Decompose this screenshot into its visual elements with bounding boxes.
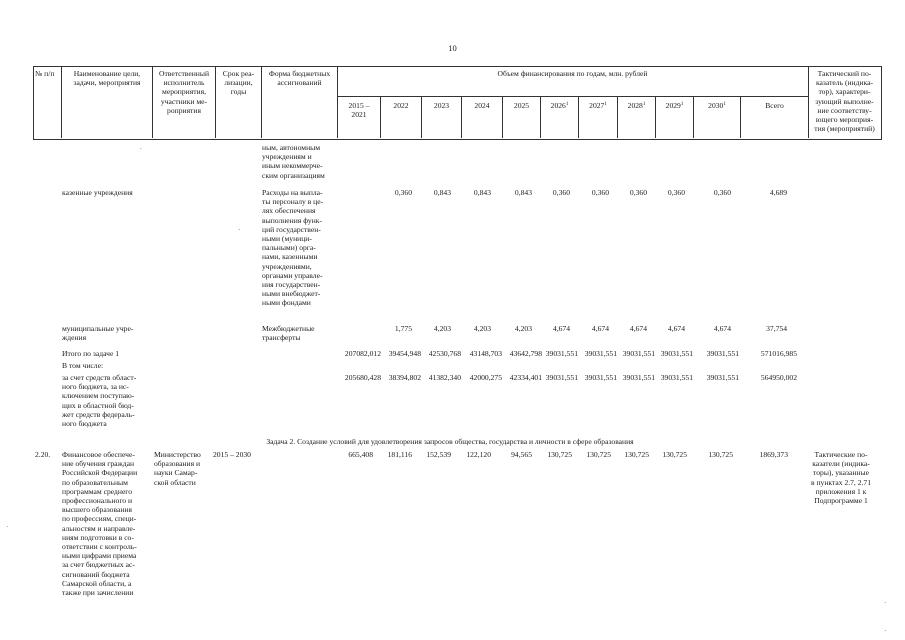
row-220-value: 130,725 [624, 450, 649, 459]
row-kazen-value: 0,843 [473, 188, 491, 197]
row-220-num: 2.20. [35, 450, 51, 459]
row-oblast-name: за счет средств област- ного бюджета, за ис- ключением поступаю- щих в областной бюд- жет средств федераль- ного бюджета [62, 373, 137, 429]
year-header: 2026$^1$ [550, 101, 569, 110]
header-name: Наименование цели, задачи, мероприятия [73, 69, 141, 88]
row-220-value: 152,539 [426, 450, 451, 459]
row-220-value: 130,725 [586, 450, 611, 459]
row-munic-value: 4,203 [473, 324, 491, 333]
row-itogo-value: 39031,551 [622, 349, 655, 358]
row-munic-value: 4,674 [552, 324, 570, 333]
row-oblast-value: 38394,802 [388, 373, 421, 382]
header-funding: Объем финансирования по годам, млн. рублей [497, 69, 648, 78]
row-itogo-value: 43148,703 [469, 349, 502, 358]
row-munic-value: 4,674 [667, 324, 685, 333]
row-munic-value: 4,203 [514, 324, 532, 333]
row-itogo-total: 571016,985 [760, 349, 797, 358]
row-itogo-value: 39031,551 [706, 349, 739, 358]
row-kazen-value: 0,843 [433, 188, 451, 197]
row-kazen-value: 0,843 [514, 188, 532, 197]
year-header: Всего [765, 101, 784, 110]
row-itogo-value: 39454,948 [388, 349, 421, 358]
row-itogo-value: 39031,551 [545, 349, 578, 358]
row-kazen-value: 0,360 [667, 188, 685, 197]
row-munic-value: 1,775 [394, 324, 412, 333]
row-munic-value: 4,674 [713, 324, 731, 333]
row-oblast-value: 39031,551 [545, 373, 578, 382]
row-itogo-name: Итого по задаче 1 [62, 349, 120, 358]
row-oblast-value: 39031,551 [660, 373, 693, 382]
form-continued: ным, автономным учреждениям и иным некоммерче- ским организациям [262, 143, 325, 180]
row-kazen-value: 0,360 [629, 188, 647, 197]
row-oblast-value: 42334,401 [509, 373, 542, 382]
row-munic-value: 4,674 [591, 324, 609, 333]
row-oblast-value: 39031,551 [706, 373, 739, 382]
row-220-value: 181,116 [387, 450, 412, 459]
row-220-term: 2015 – 2030 [213, 450, 251, 459]
year-header: 2029$^1$ [665, 101, 684, 110]
row-munic-name: муниципальные учре- ждения [62, 324, 134, 343]
row-kazen-name: казенные учреждения [62, 188, 133, 197]
year-header: 2025 [513, 101, 530, 110]
header-responsible: Ответственный исполнитель мероприятия, участники ме- роприятия [158, 69, 210, 115]
header-term: Срок реа- лизации, годы [222, 69, 255, 97]
row-oblast-value: 39031,551 [622, 373, 655, 382]
row-220-value: 665,408 [348, 450, 373, 459]
row-munic-value: 4,674 [629, 324, 647, 333]
year-header: 2022 [393, 101, 409, 110]
row-munic-form: Межбюджетные трансферты [262, 324, 315, 343]
year-header: 2028$^1$ [627, 101, 646, 110]
page-number: 10 [448, 43, 457, 53]
row-kazen-total: 4,689 [769, 188, 787, 197]
header-num: № п/п [35, 69, 55, 78]
row-220-indicator: Тактические по- казатели (индика- торы), указанные в пунктах 2.7, 2.71 приложения 1 к Подпрограмме 1 [810, 450, 872, 506]
row-oblast-value: 39031,551 [584, 373, 617, 382]
row-oblast-value: 42000,275 [469, 373, 502, 382]
year-header: 2027$^1$ [589, 101, 607, 110]
row-itogo-value: 39031,551 [584, 349, 617, 358]
header-indicator: Тактический по- казатель (индика- тор), характери- зующий выполне- ние соответству- ющего мероприя- тия (мероприятий) [814, 69, 875, 134]
year-header: 2015 – 2021 [348, 101, 370, 120]
row-220-value: 130,725 [662, 450, 687, 459]
row-itogo-value: 43642,798 [509, 349, 542, 358]
row-220-value: 130,725 [547, 450, 572, 459]
row-oblast-total: 564950,002 [760, 373, 797, 382]
row-kazen-value: 0,360 [591, 188, 609, 197]
row-kazen-value: 0,360 [713, 188, 731, 197]
row-kazen-value: 0,360 [552, 188, 570, 197]
row-munic-total: 37,754 [766, 324, 787, 333]
year-header: 2023 [433, 101, 450, 110]
year-header: 2030$^1$ [708, 101, 726, 110]
row-220-value: 94,565 [511, 450, 532, 459]
row-itogo-value: 42530,768 [428, 349, 461, 358]
row-itogo-value: 207082,012 [344, 349, 381, 358]
row-220-value: 130,725 [708, 450, 733, 459]
row-kazen-value: 0,360 [394, 188, 412, 197]
task2-title: Задача 2. Создание условий для удовлетворения запросов общества, государства и личности в сфере образования [266, 437, 634, 446]
row-kazen-form: Расходы на выпла- ты персоналу в це- лях обеспечения выполнения функ- ций государствен- ными (муници- пальными) орга- нами, казенными учреждениями, органами управле- ния государствен- ными внебюджет- ными фондами [262, 188, 324, 308]
row-vtom-name: В том числе: [62, 361, 104, 370]
row-oblast-value: 41382,340 [428, 373, 461, 382]
year-header: 2024 [474, 101, 490, 110]
row-220-responsible: Министерство образования и науки Самар- ской области [154, 450, 201, 487]
row-oblast-value: 205680,428 [344, 373, 381, 382]
row-itogo-value: 39031,551 [660, 349, 693, 358]
row-220-name: Финансовое обеспече- ние обучения граждан Российской Федерации по образовательным программам среднего профессионального и высшего образования по профессиям, специ- альностям и направле- ниям подготовки в со- ответствии с контроль- ными цифрами приема за счет бюджетных ас- сигнований бюджета Самарской области, а также при зачислении [62, 450, 138, 598]
row-munic-value: 4,203 [433, 324, 451, 333]
header-form: Форма бюджетных ассигнований [268, 69, 331, 88]
row-220-value: 122,120 [466, 450, 491, 459]
row-220-total: 1869,373 [759, 450, 788, 459]
